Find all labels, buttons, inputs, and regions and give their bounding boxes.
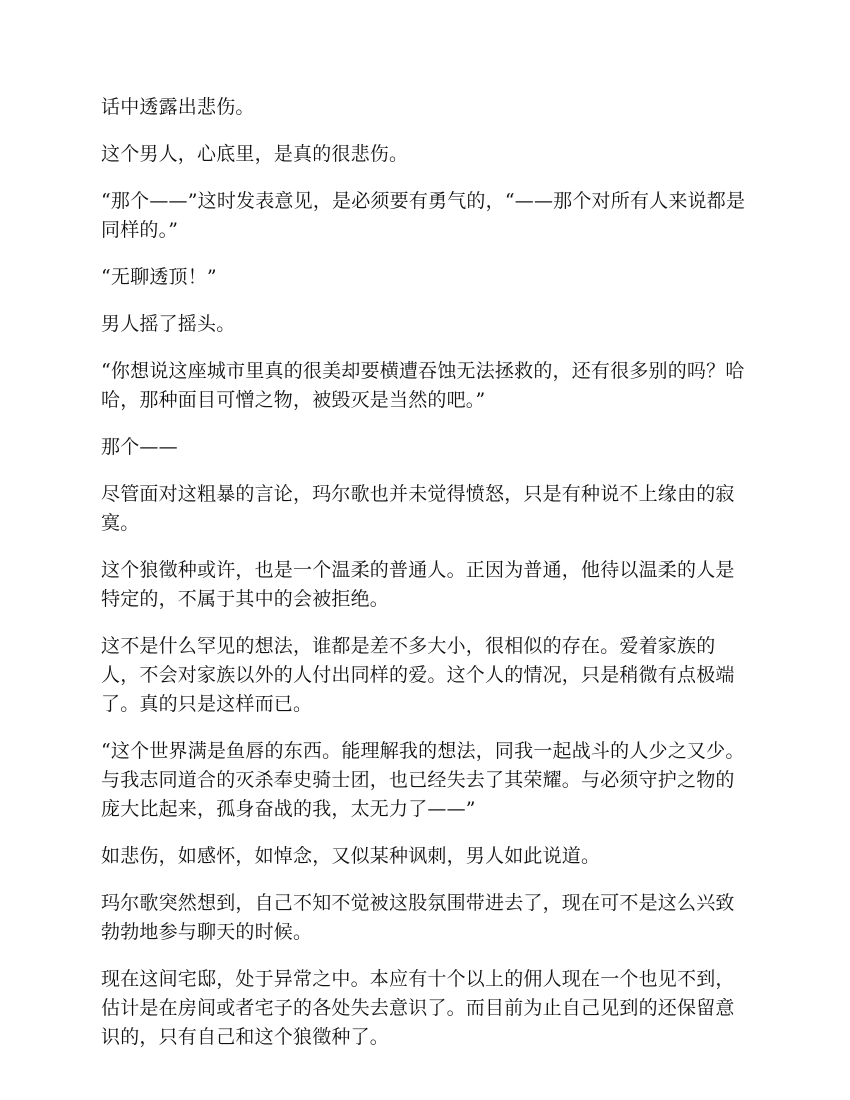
paragraph: “无聊透顶！” [101,266,217,288]
document-body [101,93,751,1070]
paragraph: “那个——”这时发表意见，是必须要有勇气的，“——那个对所有人来说都是同样的。” [101,190,746,241]
paragraph: 如悲伤，如感怀，如悼念，又似某种讽刺，男人如此说道。 [101,845,601,867]
paragraph: 这个狼徵种或许，也是一个温柔的普通人。正因为普通，他待以温柔的人是特定的，不属于其中的会被拒绝。 [101,559,735,610]
paragraph: 那个—— [101,436,178,458]
paragraph: 话中透露出悲伤。 [101,96,255,118]
paragraph: 玛尔歌突然想到，自己不知不觉被这股氛围带进去了，现在可不是这么兴致勃勃地参与聊天的时候。 [101,892,735,943]
paragraph: “这个世界满是鱼唇的东西。能理解我的想法，同我一起战斗的人少之又少。与我志同道合的灭杀奉史骑士团，也已经失去了其荣耀。与必须守护之物的庞大比起来，孤身奋战的我，太无力了——” [101,740,745,820]
paragraph: 现在这间宅邸，处于异常之中。本应有十个以上的佣人现在一个也见不到，估计是在房间或者宅子的各处失去意识了。而目前为止自己见到的还保留意识的，只有自己和这个狼徵种了。 [101,968,735,1048]
paragraph: 这不是什么罕见的想法，谁都是差不多大小，很相似的存在。爱着家族的人，不会对家族以外的人付出同样的爱。这个人的情况，只是稍微有点极端了。真的只是这样而已。 [101,635,735,715]
paragraph: “你想说这座城市里真的很美却要横遭吞蚀无法拯救的，还有很多别的吗？哈哈，那种面目可憎之物，被毁灭是当然的吧。” [101,360,745,411]
paragraph: 这个男人，心底里，是真的很悲伤。 [101,143,409,165]
paragraph: 尽管面对这粗暴的言论，玛尔歌也并未觉得愤怒，只是有种说不上缘由的寂寞。 [101,483,735,534]
paragraph: 男人摇了摇头。 [101,313,236,335]
